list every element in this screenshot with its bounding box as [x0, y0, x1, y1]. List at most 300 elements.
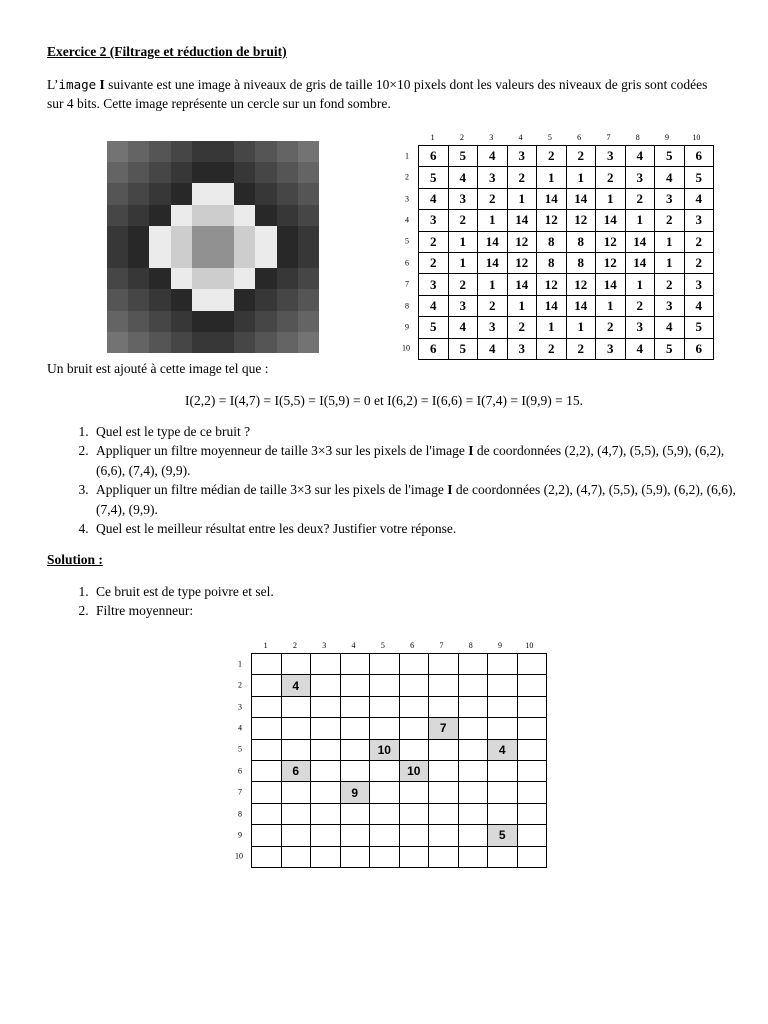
pixel: [192, 332, 213, 353]
pixel: [149, 226, 170, 247]
row-number: 3: [238, 702, 242, 711]
pixel: [277, 141, 298, 162]
pixel: [107, 332, 128, 353]
table-row: [252, 760, 547, 781]
column-number: 1: [263, 641, 268, 650]
pixel: [149, 205, 170, 226]
row-number: 7: [405, 279, 409, 289]
intro-rest: suivante est une image à niveaux de gris de taille 10×10 pixels dont les valeurs des niveaux de gris sont codées sur 4 bits. Cette image représente un cercle sur un fond sombre.: [47, 77, 708, 111]
pixel: [149, 141, 170, 162]
table-cell: 12: [566, 274, 596, 295]
table-cell: [399, 825, 429, 846]
exercise-title: Exercice 2 (Filtrage et réduction de bruit): [47, 44, 287, 59]
table-cell: [488, 760, 518, 781]
pixel: [234, 311, 255, 332]
column-number: 4: [518, 133, 523, 142]
table-cell: [458, 846, 488, 867]
table-cell: [517, 696, 547, 717]
table-cell: 3: [478, 317, 508, 338]
table-cell: [458, 825, 488, 846]
table-row: [252, 718, 547, 739]
table-row: [419, 146, 714, 167]
table-cell: 4: [419, 188, 449, 209]
table-cell: [281, 803, 311, 824]
solution-item-1: 1. Ce bruit est de type poivre et sel.: [92, 582, 752, 601]
table-cell: [488, 846, 518, 867]
table-cell: [399, 718, 429, 739]
pixel: [213, 162, 234, 183]
table-cell: 5: [419, 167, 449, 188]
table-cell: 2: [625, 295, 655, 316]
column-number: 9: [498, 641, 503, 650]
noise-intro: Un bruit est ajouté à cette image tel que :: [47, 361, 269, 376]
pixel: [255, 226, 276, 247]
column-number: 6: [577, 133, 582, 142]
table-cell: [458, 803, 488, 824]
table-row: [419, 188, 714, 209]
pixel: [298, 268, 319, 289]
column-number: 2: [292, 641, 297, 650]
table-cell: [488, 782, 518, 803]
column-number: 1: [430, 133, 435, 142]
table-cell: [399, 696, 429, 717]
table-cell: [399, 739, 429, 760]
pixel: [234, 141, 255, 162]
table-cell: 4: [655, 317, 685, 338]
pixel: [298, 183, 319, 204]
table-cell: [252, 739, 282, 760]
pixel: [107, 141, 128, 162]
column-number: 7: [439, 641, 444, 650]
pixel: [128, 162, 149, 183]
table-cell: 1: [625, 210, 655, 231]
table-cell: [370, 825, 400, 846]
noise-equation: I(2,2) = I(4,7) = I(5,5) = I(5,9) = 0 et I(6,2) = I(6,6) = I(7,4) = I(9,9) = 15.: [185, 393, 583, 408]
pixel: [277, 311, 298, 332]
table-cell: 3: [684, 210, 714, 231]
table-cell: 12: [507, 252, 537, 273]
table-cell: 6: [684, 146, 714, 167]
pixel: [234, 289, 255, 310]
table-cell: 6: [419, 146, 449, 167]
table-cell: [311, 825, 341, 846]
pixel: [149, 311, 170, 332]
pixel: [149, 289, 170, 310]
table-cell: 2: [507, 167, 537, 188]
pixel: [298, 289, 319, 310]
question-3: 3. Appliquer un filtre médian de taille 3×3 sur les pixels de l'image I de coordonnées (2,2), (4,7), (5,5), (5,9), (6,2), (6,6), (7,4), (9,9).: [92, 480, 752, 519]
column-number: 5: [547, 133, 552, 142]
table-cell: [517, 782, 547, 803]
table-cell: 1: [448, 231, 478, 252]
mean-filter-result-table: [251, 653, 547, 868]
table-cell: 3: [596, 338, 626, 359]
column-number: 8: [635, 133, 640, 142]
table-cell: [458, 739, 488, 760]
table-cell: 12: [566, 210, 596, 231]
pixel: [192, 268, 213, 289]
table-cell: 14: [596, 274, 626, 295]
table-cell: [340, 846, 370, 867]
table-row: [252, 846, 547, 867]
table-cell: [281, 739, 311, 760]
table-cell: 1: [478, 274, 508, 295]
pixel: [171, 289, 192, 310]
table-cell: 3: [684, 274, 714, 295]
table-cell: [281, 696, 311, 717]
pixel: [128, 311, 149, 332]
table-cell: 1: [537, 167, 567, 188]
table-cell: [340, 803, 370, 824]
table-cell: [429, 846, 459, 867]
solution-item-2: 2. Filtre moyenneur:: [92, 601, 752, 620]
table-cell: 12: [537, 274, 567, 295]
table-cell: [399, 654, 429, 675]
table-cell: 5: [684, 167, 714, 188]
pixel: [171, 226, 192, 247]
table-cell: [458, 696, 488, 717]
row-number: 5: [405, 236, 409, 246]
table-cell: [399, 782, 429, 803]
table-cell: 1: [566, 167, 596, 188]
table-cell: 14: [507, 210, 537, 231]
intro-prefix: L’: [47, 77, 59, 92]
table-cell: 3: [625, 317, 655, 338]
question-2: 2. Appliquer un filtre moyenneur de taille 3×3 sur les pixels de l'image I de coordonnées (2,2), (4,7), (5,5), (5,9), (6,2), (6,6), (7,4), (9,9).: [92, 441, 752, 480]
question-4: 4. Quel est le meilleur résultat entre les deux? Justifier votre réponse.: [92, 519, 752, 538]
table-cell: [517, 803, 547, 824]
table-cell: [517, 825, 547, 846]
table-cell: 1: [507, 295, 537, 316]
pixel: [277, 289, 298, 310]
table-cell: 4: [419, 295, 449, 316]
table-cell: 3: [448, 295, 478, 316]
pixel: [192, 205, 213, 226]
pixel: [128, 268, 149, 289]
table-cell: [429, 675, 459, 696]
row-number: 1: [238, 659, 242, 669]
table-cell: 3: [448, 188, 478, 209]
pixel: [128, 141, 149, 162]
table-cell: 14: [625, 231, 655, 252]
table-cell: 3: [419, 210, 449, 231]
pixel: [149, 332, 170, 353]
table-cell: 8: [537, 231, 567, 252]
table-cell: 1: [507, 188, 537, 209]
table-cell: [311, 718, 341, 739]
table-cell: 1: [655, 231, 685, 252]
table-cell: [429, 760, 459, 781]
pixel: [192, 183, 213, 204]
table-cell: 3: [655, 295, 685, 316]
pixel: [213, 205, 234, 226]
pixel: [128, 205, 149, 226]
table-cell: 3: [655, 188, 685, 209]
pixel: [171, 141, 192, 162]
pixel: [213, 247, 234, 268]
pixel: [107, 226, 128, 247]
table-cell: [370, 696, 400, 717]
pixel: [107, 247, 128, 268]
table-cell: 12: [596, 252, 626, 273]
result-cell: 6: [281, 760, 311, 781]
pixel: [298, 332, 319, 353]
table-cell: 3: [625, 167, 655, 188]
row-number: 6: [405, 258, 409, 268]
column-number: 10: [525, 641, 534, 650]
table-cell: [370, 803, 400, 824]
solution-title: Solution :: [47, 552, 103, 567]
table-cell: 14: [507, 274, 537, 295]
pixel: [234, 183, 255, 204]
pixel: [255, 162, 276, 183]
pixel: [255, 268, 276, 289]
pixel: [107, 311, 128, 332]
pixel: [107, 205, 128, 226]
table-cell: [252, 760, 282, 781]
table-cell: [252, 782, 282, 803]
pixel: [277, 205, 298, 226]
table-cell: 2: [596, 167, 626, 188]
table-cell: [311, 803, 341, 824]
pixel: [298, 162, 319, 183]
table-cell: [340, 718, 370, 739]
table-cell: [340, 760, 370, 781]
table-cell: 3: [507, 338, 537, 359]
result-cell: 5: [488, 825, 518, 846]
table-cell: [458, 654, 488, 675]
table-cell: 3: [596, 146, 626, 167]
table-cell: 8: [566, 252, 596, 273]
pixel: [128, 226, 149, 247]
pixel: [107, 268, 128, 289]
pixel: [255, 332, 276, 353]
table-cell: 5: [684, 317, 714, 338]
pixel: [255, 205, 276, 226]
table-cell: 4: [684, 188, 714, 209]
table-cell: [517, 739, 547, 760]
intro-bold-image-name: I: [96, 77, 105, 92]
table-cell: [399, 675, 429, 696]
column-number: 6: [410, 641, 415, 650]
table-row: [419, 252, 714, 273]
table-cell: [281, 825, 311, 846]
pixel: [149, 183, 170, 204]
pixel: [171, 311, 192, 332]
table-cell: 2: [655, 210, 685, 231]
pixel: [298, 311, 319, 332]
table-cell: 1: [566, 317, 596, 338]
table-cell: [340, 654, 370, 675]
column-number: 2: [459, 133, 464, 142]
column-number: 4: [351, 641, 356, 650]
table-cell: [488, 675, 518, 696]
pixel: [234, 247, 255, 268]
table-cell: 2: [448, 274, 478, 295]
pixel: [149, 247, 170, 268]
pixel: [171, 247, 192, 268]
table-cell: [429, 803, 459, 824]
pixel: [213, 226, 234, 247]
pixel: [298, 226, 319, 247]
pixel: [107, 183, 128, 204]
column-number: 9: [665, 133, 670, 142]
pixel: [277, 268, 298, 289]
row-number: 3: [405, 194, 409, 203]
pixel: [255, 183, 276, 204]
result-cell: 10: [370, 739, 400, 760]
table-row: [419, 338, 714, 359]
row-number: 4: [405, 215, 409, 225]
pixel: [213, 332, 234, 353]
pixel: [277, 226, 298, 247]
table-cell: 3: [507, 146, 537, 167]
table-cell: 2: [419, 231, 449, 252]
table-cell: [488, 654, 518, 675]
table-cell: 2: [478, 295, 508, 316]
pixel: [213, 141, 234, 162]
table-cell: [517, 760, 547, 781]
table-cell: [252, 803, 282, 824]
pixel: [192, 162, 213, 183]
pixel: [277, 247, 298, 268]
table-cell: 1: [596, 188, 626, 209]
row-number: 9: [238, 830, 242, 840]
pixel: [171, 162, 192, 183]
table-cell: [281, 718, 311, 739]
table-cell: [399, 803, 429, 824]
table-cell: [311, 675, 341, 696]
table-cell: [517, 846, 547, 867]
table-cell: [429, 654, 459, 675]
table-cell: 1: [596, 295, 626, 316]
row-number: 6: [238, 766, 242, 776]
table-cell: 3: [419, 274, 449, 295]
table-cell: [488, 696, 518, 717]
table-cell: [340, 696, 370, 717]
table-cell: [370, 675, 400, 696]
pixel: [171, 183, 192, 204]
table-cell: 2: [507, 317, 537, 338]
column-number: 3: [322, 641, 327, 650]
row-number: 4: [238, 723, 242, 733]
solution-list: [70, 582, 752, 621]
table-cell: [429, 782, 459, 803]
pixel: [234, 205, 255, 226]
table-cell: [399, 846, 429, 867]
table-cell: 5: [448, 146, 478, 167]
pixel: [255, 289, 276, 310]
table-cell: [340, 739, 370, 760]
pixel: [171, 332, 192, 353]
table-row: [252, 675, 547, 696]
pixel: [234, 332, 255, 353]
table-cell: [429, 696, 459, 717]
row-number: 8: [238, 809, 242, 818]
pixel: [192, 141, 213, 162]
pixel: [192, 226, 213, 247]
table-cell: 4: [478, 338, 508, 359]
table-cell: [252, 846, 282, 867]
image-values-table: [418, 145, 714, 360]
table-cell: [281, 782, 311, 803]
table-cell: 14: [537, 188, 567, 209]
table-cell: 1: [478, 210, 508, 231]
table-row: [419, 167, 714, 188]
table-cell: 2: [478, 188, 508, 209]
table-cell: 4: [625, 338, 655, 359]
column-number: 5: [380, 641, 385, 650]
table-cell: [488, 803, 518, 824]
table-cell: 6: [684, 338, 714, 359]
intro-paragraph: [47, 75, 727, 113]
table-cell: 14: [596, 210, 626, 231]
table-row: [419, 274, 714, 295]
table-cell: 2: [596, 317, 626, 338]
table-cell: 3: [478, 167, 508, 188]
table-cell: [370, 846, 400, 867]
table-cell: 2: [537, 338, 567, 359]
table-cell: 14: [566, 188, 596, 209]
pixel: [255, 247, 276, 268]
table-cell: [311, 654, 341, 675]
row-number: 7: [238, 787, 242, 797]
pixel: [149, 162, 170, 183]
column-number: 8: [468, 641, 473, 650]
pixel: [192, 247, 213, 268]
table-row: [419, 210, 714, 231]
result-cell: 4: [488, 739, 518, 760]
table-cell: 4: [478, 146, 508, 167]
table-cell: 4: [448, 167, 478, 188]
table-row: [252, 654, 547, 675]
table-row: [419, 317, 714, 338]
questions-list: [70, 422, 752, 538]
pixel: [277, 183, 298, 204]
table-cell: 2: [419, 252, 449, 273]
pixel: [213, 183, 234, 204]
pixel: [234, 268, 255, 289]
row-number: 2: [238, 680, 242, 690]
row-number: 1: [405, 151, 409, 161]
pixel: [255, 311, 276, 332]
table-cell: [252, 825, 282, 846]
table-cell: 2: [684, 231, 714, 252]
table-cell: [281, 846, 311, 867]
table-cell: 2: [537, 146, 567, 167]
table-cell: 2: [448, 210, 478, 231]
pixel: [192, 311, 213, 332]
intro-code-word: image: [58, 77, 97, 92]
table-cell: [252, 696, 282, 717]
result-cell: 4: [281, 675, 311, 696]
table-cell: [281, 654, 311, 675]
table-cell: 12: [537, 210, 567, 231]
pixel: [298, 247, 319, 268]
pixel: [234, 162, 255, 183]
question-1: 1. Quel est le type de ce bruit ?: [92, 422, 752, 441]
table-cell: [311, 782, 341, 803]
table-cell: 14: [537, 295, 567, 316]
table-row: [252, 739, 547, 760]
pixel: [149, 268, 170, 289]
pixel: [192, 289, 213, 310]
table-cell: [370, 782, 400, 803]
table-cell: 14: [566, 295, 596, 316]
table-cell: [340, 675, 370, 696]
table-cell: [517, 718, 547, 739]
table-cell: 5: [655, 146, 685, 167]
